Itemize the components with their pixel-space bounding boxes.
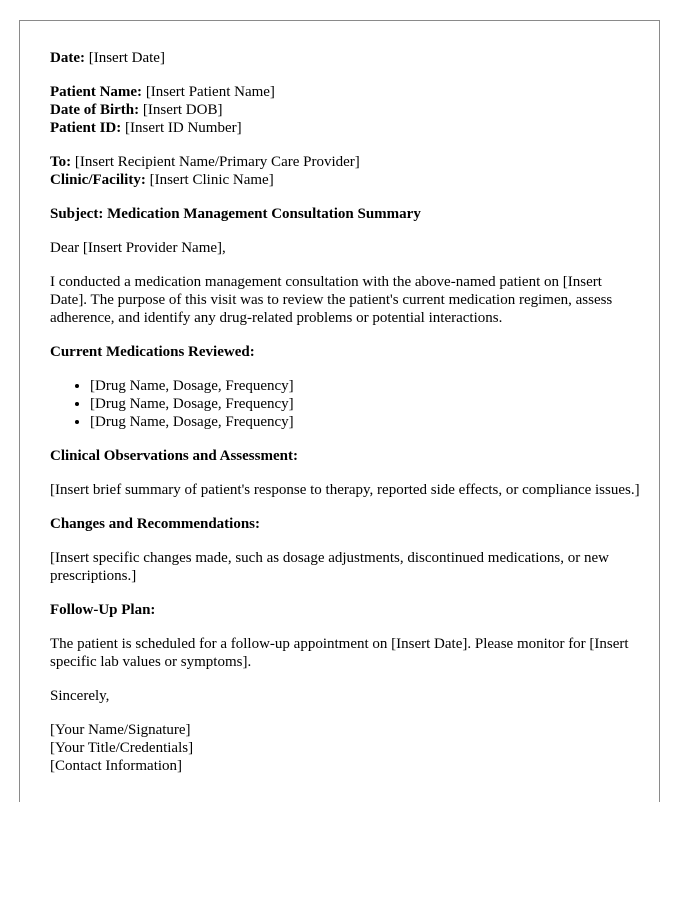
- closing: Sincerely,: [50, 688, 110, 704]
- recipient-clinic-label: Clinic/Facility:: [50, 172, 146, 188]
- patient-name-line: [50, 83, 640, 101]
- medications-heading: Current Medications Reviewed:: [50, 344, 255, 360]
- patient-name-value: [Insert Patient Name]: [145, 84, 275, 100]
- patient-info: [50, 83, 640, 137]
- patient-dob-value: [Insert DOB]: [142, 102, 223, 118]
- recipient-info: [50, 153, 640, 189]
- date-line: [50, 49, 640, 67]
- recipient-to-value: [Insert Recipient Name/Primary Care Provider]: [74, 154, 360, 170]
- observations-heading: Clinical Observations and Assessment:: [50, 448, 298, 464]
- letter-body: [50, 49, 640, 791]
- medication-item: • [Drug Name, Dosage, Frequency]: [90, 377, 640, 395]
- date-label: Date:: [50, 50, 85, 66]
- followup-heading: Follow-Up Plan:: [50, 602, 156, 618]
- subject-line: Subject: Medication Management Consultation Summary: [50, 206, 421, 222]
- medication-item: • [Drug Name, Dosage, Frequency]: [90, 413, 640, 431]
- recipient-clinic-value: [Insert Clinic Name]: [149, 172, 274, 188]
- medications-list: [50, 377, 640, 431]
- changes-text: [Insert specific changes made, such as dosage adjustments, discontinued medications, or new prescriptions.]: [50, 550, 610, 584]
- patient-id-line: [50, 119, 640, 137]
- changes-heading: Changes and Recommendations:: [50, 516, 261, 532]
- intro-paragraph: I conducted a medication management consultation with the above-named patient on [Insert Date]. The purpose of this visit was to review the patient's current medication regimen, assess adherence, and identify any drug-related problems or potential interactions.: [50, 274, 613, 326]
- patient-id-value: [Insert ID Number]: [125, 120, 242, 136]
- patient-dob-label: Date of Birth:: [50, 102, 140, 118]
- recipient-to-label: To:: [50, 154, 72, 170]
- observations-text: [Insert brief summary of patient's response to therapy, reported side effects, or compliance issues.]: [50, 482, 640, 498]
- letter-page: [19, 20, 660, 802]
- followup-text: The patient is scheduled for a follow-up appointment on [Insert Date]. Please monitor for [Insert specific lab values or symptoms].: [50, 636, 629, 670]
- signature-title: [Your Title/Credentials]: [50, 740, 194, 756]
- signature-name: [Your Name/Signature]: [50, 722, 191, 738]
- patient-dob-line: [50, 101, 640, 119]
- recipient-to-line: [50, 153, 640, 171]
- medication-item: • [Drug Name, Dosage, Frequency]: [90, 395, 640, 413]
- signature-contact: [Contact Information]: [50, 758, 183, 774]
- patient-id-label: Patient ID:: [50, 120, 122, 136]
- signature-block: [50, 721, 640, 775]
- recipient-clinic-line: [50, 171, 640, 189]
- salutation: Dear [Insert Provider Name],: [50, 240, 226, 256]
- patient-name-label: Patient Name:: [50, 84, 143, 100]
- date-value: [Insert Date]: [88, 50, 165, 66]
